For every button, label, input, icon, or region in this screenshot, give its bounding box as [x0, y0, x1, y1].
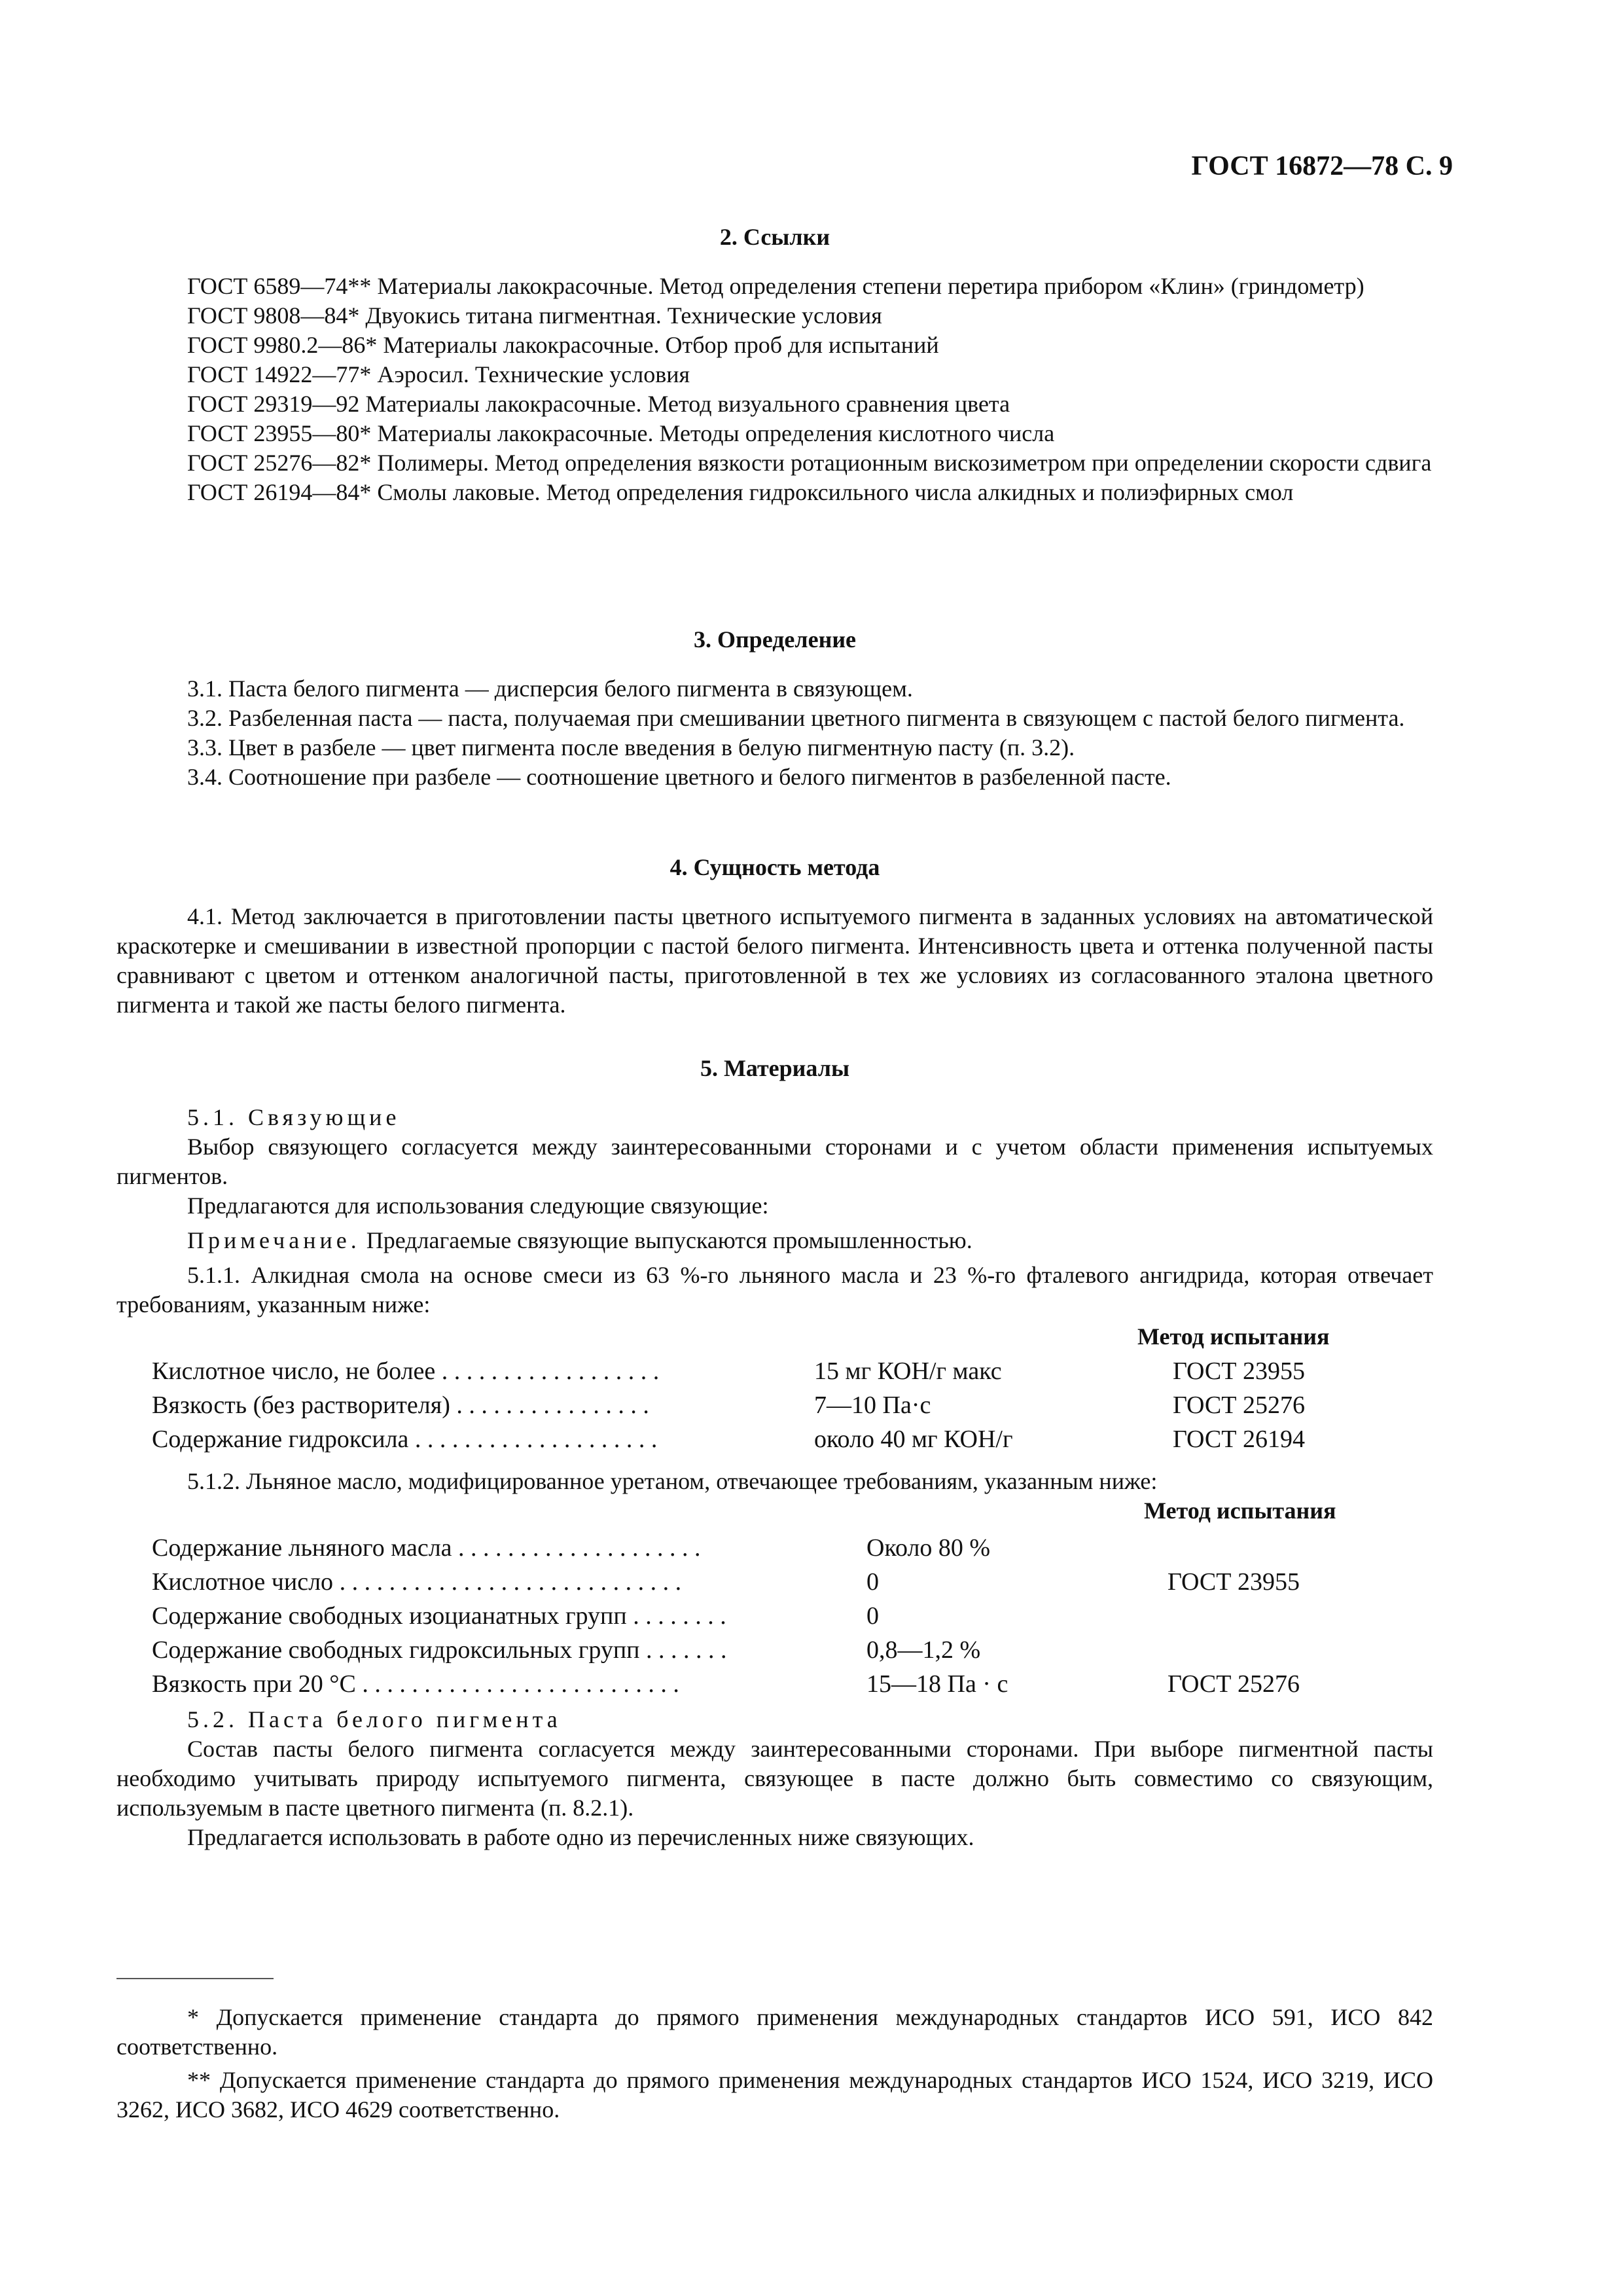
param-name: Содержание свободных гидроксильных групп . . . . . . .	[152, 1636, 727, 1664]
footnote-divider	[116, 1978, 274, 1979]
param-name: Кислотное число, не более . . . . . . . . . . . . . . . . . .	[152, 1357, 660, 1385]
para-5-1-1: 5.1.1. Алкидная смола на основе смеси из 63 %-го льняного масла и 23 %-го фталевого ангидрида, которая отвечает требованиям, указанным ниже:	[116, 1262, 1433, 1318]
note-text: Предлагаемые связующие выпускаются промышленностью.	[360, 1227, 972, 1253]
table-row	[152, 1388, 1305, 1422]
para-5-2-title: 5.2. Паста белого пигмента	[187, 1706, 562, 1732]
param-name: Содержание льняного масла . . . . . . . . . . . . . . . . . . . .	[152, 1534, 701, 1562]
para-5-2-text: Состав пасты белого пигмента согласуется между заинтересованными сторонами. При выборе пигментной пасты необходимо учитывать природу испытуемого пигмента, связующее в пасте должно быть совместимо со связующим, используемым в пасте цветного пигмента (п. 8.2.1).	[116, 1736, 1433, 1821]
definitions-heading: 3. Определение	[693, 626, 857, 653]
reference-item: ГОСТ 9980.2—86* Материалы лакокрасочные. Отбор проб для испытаний	[187, 332, 939, 358]
binders-text: Выбор связующего согласуется между заинтересованными сторонами и с учетом области применения испытуемых пигментов.	[116, 1134, 1433, 1189]
reference-item: ГОСТ 6589—74** Материалы лакокрасочные. Метод определения степени перетира прибором «Клин» (гриндометр)	[187, 273, 1364, 299]
table-row	[152, 1422, 1305, 1456]
essence-text: 4.1. Метод заключается в приготовлении пасты цветного испытуемого пигмента в заданных условиях на автоматической краскотерке и смешивании в известной пропорции с пастой белого пигмента. Интенсивность цвета и оттенка полученной пасты сравнивают с цветом и оттенком аналогичной пасты, приготовленной в тех же условиях из согласованного эталона цветного пигмента и такой же пасты белого пигмента.	[116, 903, 1433, 1018]
definition-item: 3.3. Цвет в разбеле — цвет пигмента после введения в белую пигментную пасту (п. 3.2).	[187, 734, 1075, 761]
reference-item: ГОСТ 9808—84* Двуокись титана пигментная. Технические условия	[187, 302, 882, 329]
references-heading: 2. Ссылки	[719, 224, 830, 250]
method-heading-2: Метод испытания	[1144, 1498, 1336, 1524]
param-name: Содержание гидроксила . . . . . . . . . . . . . . . . . . . .	[152, 1426, 658, 1453]
table-row	[152, 1565, 1300, 1599]
param-value: 7—10 Па·с	[814, 1391, 931, 1419]
param-value: Около 80 %	[866, 1534, 991, 1562]
param-value: 0	[866, 1602, 879, 1630]
param-value: 0	[866, 1568, 879, 1596]
reference-item: ГОСТ 26194—84* Смолы лаковые. Метод определения гидроксильного числа алкидных и полиэфирных смол	[187, 479, 1294, 505]
param-value: 15—18 Па · с	[866, 1670, 1008, 1698]
reference-item: ГОСТ 14922—77* Аэросил. Технические условия	[187, 361, 690, 387]
para-5-2-offer: Предлагается использовать в работе одно из перечисленных ниже связующих.	[187, 1824, 974, 1850]
para-5-1-2: 5.1.2. Льняное масло, модифицированное уретаном, отвечающее требованиям, указанным ниже:	[187, 1468, 1158, 1494]
definition-item: 3.4. Соотношение при разбеле — соотношение цветного и белого пигментов в разбеленной пасте.	[187, 764, 1171, 790]
param-value: 0,8—1,2 %	[866, 1636, 981, 1664]
footnote-item: ** Допускается применение стандарта до прямого применения международных стандартов ИСО 1524, ИСО 3219, ИСО 3262, ИСО 3682, ИСО 4629 соответственно.	[116, 2067, 1433, 2123]
footnotes	[116, 2003, 1433, 2125]
section-definitions	[116, 625, 1433, 792]
params-table-1	[152, 1354, 1305, 1456]
table-row	[152, 1667, 1300, 1701]
definition-item: 3.1. Паста белого пигмента — дисперсия белого пигмента в связующем.	[187, 675, 913, 702]
table-row	[152, 1633, 1300, 1667]
table-row	[152, 1354, 1305, 1388]
section-references	[116, 223, 1433, 507]
param-method: ГОСТ 26194	[1173, 1426, 1305, 1453]
binders-title: 5.1. Связующие	[187, 1104, 401, 1130]
param-name: Содержание свободных изоцианатных групп . . . . . . . .	[152, 1602, 726, 1630]
reference-item: ГОСТ 23955—80* Материалы лакокрасочные. Методы определения кислотного числа	[187, 420, 1055, 446]
note	[116, 1226, 1433, 1255]
param-method	[1168, 1633, 1300, 1667]
param-method: ГОСТ 25276	[1168, 1670, 1300, 1698]
section-materials	[116, 1054, 1433, 1852]
section-essence	[116, 853, 1433, 1020]
param-method	[1168, 1531, 1300, 1565]
footnote-item: * Допускается применение стандарта до прямого применения международных стандартов ИСО 591, ИСО 842 соответственно.	[116, 2004, 1433, 2060]
param-name: Вязкость (без растворителя) . . . . . . . . . . . . . . . .	[152, 1391, 649, 1419]
method-heading-1: Метод испытания	[1137, 1323, 1330, 1350]
param-method: ГОСТ 23955	[1168, 1568, 1300, 1596]
definition-item: 3.2. Разбеленная паста — паста, получаемая при смешивании цветного пигмента в связующем с пастой белого пигмента.	[187, 705, 1405, 731]
essence-heading: 4. Сущность метода	[669, 854, 880, 880]
materials-heading: 5. Материалы	[700, 1055, 850, 1081]
param-name: Вязкость при 20 °С . . . . . . . . . . . . . . . . . . . . . . . . . .	[152, 1670, 679, 1698]
page-header: ГОСТ 16872—78 С. 9	[1191, 151, 1453, 181]
param-method: ГОСТ 25276	[1173, 1391, 1305, 1419]
param-method: ГОСТ 23955	[1173, 1357, 1305, 1385]
reference-item: ГОСТ 25276—82* Полимеры. Метод определения вязкости ротационным вискозиметром при определении скорости сдвига	[187, 450, 1432, 476]
param-method	[1168, 1599, 1300, 1633]
params-table-2	[152, 1531, 1300, 1701]
reference-item: ГОСТ 29319—92 Материалы лакокрасочные. Метод визуального сравнения цвета	[187, 391, 1010, 417]
binders-offered: Предлагаются для использования следующие связующие:	[187, 1193, 769, 1219]
param-value: около 40 мг КОН/г	[814, 1426, 1013, 1453]
param-value: 15 мг КОН/г макс	[814, 1357, 1002, 1385]
param-name: Кислотное число . . . . . . . . . . . . . . . . . . . . . . . . . . . .	[152, 1568, 682, 1596]
table-row	[152, 1531, 1300, 1565]
table-row	[152, 1599, 1300, 1633]
note-label: Примечание.	[187, 1227, 361, 1253]
